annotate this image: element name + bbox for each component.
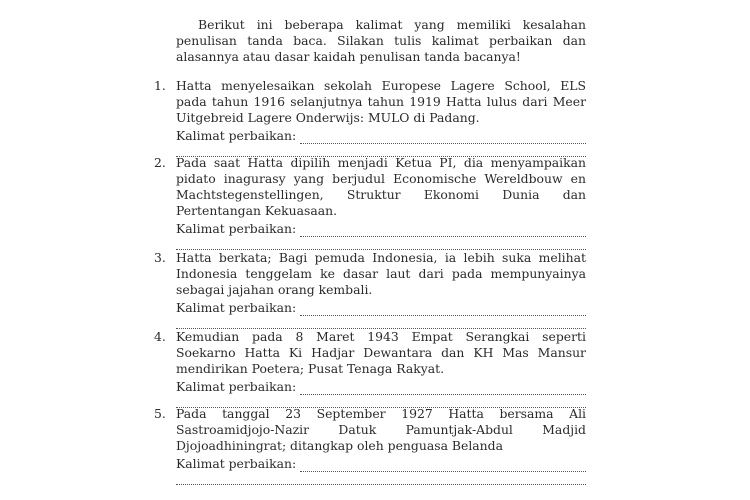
answer-line[interactable] bbox=[300, 225, 586, 237]
item-number: 4. bbox=[154, 329, 166, 344]
answer-row bbox=[176, 221, 586, 237]
answer-label: Kalimat perbaikan: bbox=[176, 379, 297, 394]
answer-label: Kalimat perbaikan: bbox=[176, 221, 297, 236]
answer-line[interactable] bbox=[300, 304, 586, 316]
item-number: 2. bbox=[154, 155, 166, 170]
answer-label: Kalimat perbaikan: bbox=[176, 300, 297, 315]
item-sentence: Hatta menyelesaikan sekolah Europese Lagere School, ELS pada tahun 1916 selanjutnya tahun 1919 Hatta lulus dari Meer Uitgebreid Lagere Onderwijs: MULO di Padang. bbox=[176, 78, 586, 125]
answer-label: Kalimat perbaikan: bbox=[176, 128, 297, 143]
answer-line-continuation[interactable] bbox=[176, 318, 586, 329]
item-sentence: Pada tanggal 23 September 1927 Hatta bersama Ali Sastroamidjojo-Nazir Datuk Pamuntjak-Abdul Madjid Djojoadhiningrat; ditangkap oleh penguasa Belanda bbox=[176, 406, 586, 453]
answer-line[interactable] bbox=[300, 383, 586, 395]
answer-row bbox=[176, 456, 586, 472]
item-number: 1. bbox=[154, 78, 166, 93]
answer-line-continuation[interactable] bbox=[176, 474, 586, 485]
item-sentence: Hatta berkata; Bagi pemuda Indonesia, ia lebih suka melihat Indonesia tenggelam ke dasar laut dari pada mempunyainya sebagai jajahan orang kembali. bbox=[176, 250, 586, 297]
item-sentence: Pada saat Hatta dipilih menjadi Ketua PI, dia menyampaikan pidato inagurasy yang berjudul Economische Wereldbouw en Machtstegenstellingen, Struktur Ekonomi Dunia dan Pertentangan Kekuasaan. bbox=[176, 155, 586, 218]
answer-line-continuation[interactable] bbox=[176, 239, 586, 250]
answer-row bbox=[176, 128, 586, 144]
answer-row bbox=[176, 379, 586, 395]
answer-label: Kalimat perbaikan: bbox=[176, 456, 297, 471]
item-sentence: Kemudian pada 8 Maret 1943 Empat Serangkai seperti Soekarno Hatta Ki Hadjar Dewantara dan KH Mas Mansur mendirikan Poetera; Pusat Tenaga Rakyat. bbox=[176, 329, 586, 376]
item-number: 3. bbox=[154, 250, 166, 265]
answer-line[interactable] bbox=[300, 132, 586, 144]
instructions: Berikut ini beberapa kalimat yang memiliki kesalahan penulisan tanda baca. Silakan tulis kalimat perbaikan dan alasannya atau dasar kaidah penulisan tanda bacanya! bbox=[176, 17, 586, 64]
answer-row bbox=[176, 300, 586, 316]
item-number: 5. bbox=[154, 406, 166, 421]
answer-line[interactable] bbox=[300, 460, 586, 472]
